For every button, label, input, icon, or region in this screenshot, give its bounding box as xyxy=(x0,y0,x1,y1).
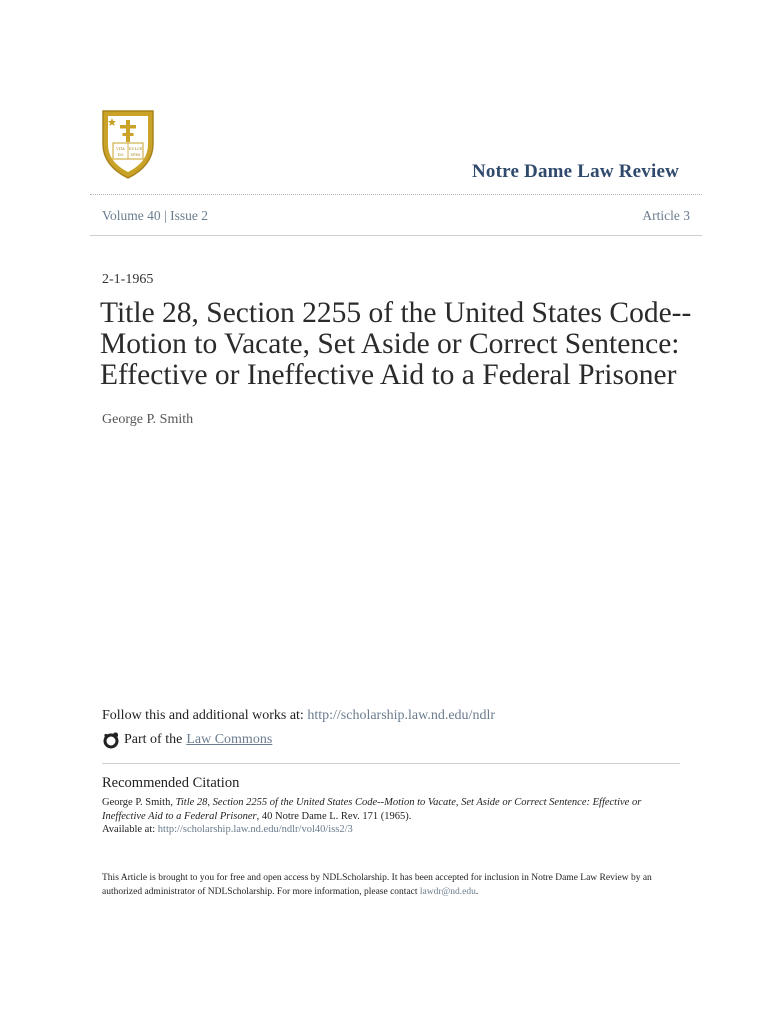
article-number-link[interactable]: Article 3 xyxy=(642,208,690,223)
available-at-label: Available at: xyxy=(102,824,158,835)
svg-text:SPES: SPES xyxy=(130,153,141,157)
access-notice xyxy=(102,871,662,899)
citation-url-link[interactable]: http://scholarship.law.nd.edu/ndlr/vol40/iss2/3 xyxy=(157,824,353,835)
svg-text:VITA: VITA xyxy=(116,147,125,151)
network-commons-icon xyxy=(102,731,120,749)
article-title-line: Motion to Vacate, Set Aside or Correct Sentence: xyxy=(100,328,680,360)
issue-link[interactable]: Issue 2 xyxy=(170,208,208,223)
citation-title: Title 28, Section 2255 of the United States Code--Motion to Vacate, Set Aside or Correct Sentence: Effective or Ineffective Aid to a Federal Prisoner xyxy=(102,797,642,822)
article-title xyxy=(100,298,700,391)
volume-issue-row xyxy=(102,208,690,224)
header-divider xyxy=(90,235,702,236)
access-notice-text: This Article is brought to you for free and open access by NDLScholarship. It has been accepted for inclusion in Notre Dame Law Review by an authorized administrator of NDLScholarship. For more information, please contact xyxy=(102,873,652,897)
follow-text: Follow this and additional works at: xyxy=(102,708,308,723)
citation-divider xyxy=(102,763,680,764)
svg-text:DO: DO xyxy=(117,153,124,157)
publication-date: 2-1-1965 xyxy=(102,272,154,287)
access-notice-end: . xyxy=(475,887,479,897)
journal-name[interactable]: Notre Dame Law Review xyxy=(472,161,679,182)
article-title-line: Title 28, Section 2255 of the United States Code-- xyxy=(100,297,692,329)
author-name[interactable]: George P. Smith xyxy=(102,412,194,427)
citation-text xyxy=(102,796,677,837)
article-title-line: Effective or Ineffective Aid to a Federal Prisoner xyxy=(100,359,677,391)
part-of-line xyxy=(102,731,272,749)
volume-issue xyxy=(102,208,208,224)
recommended-citation-heading: Recommended Citation xyxy=(102,775,240,791)
citation-source: , 40 Notre Dame L. Rev. 171 (1965). xyxy=(256,810,412,822)
notre-dame-seal-logo xyxy=(100,108,156,180)
part-of-text: Part of the xyxy=(124,732,183,747)
citation-author: George P. Smith, xyxy=(102,797,176,808)
contact-email-link[interactable]: lawdr@nd.edu xyxy=(419,887,476,897)
header-divider-dotted xyxy=(90,194,702,195)
svg-text:DULCE: DULCE xyxy=(128,147,143,151)
repository-link[interactable]: http://scholarship.law.nd.edu/ndlr xyxy=(307,708,496,723)
volume-link[interactable]: Volume 40 xyxy=(102,208,161,223)
law-commons-link[interactable]: Law Commons xyxy=(186,732,273,747)
volume-issue-separator: | xyxy=(164,208,167,223)
follow-line xyxy=(102,708,495,724)
